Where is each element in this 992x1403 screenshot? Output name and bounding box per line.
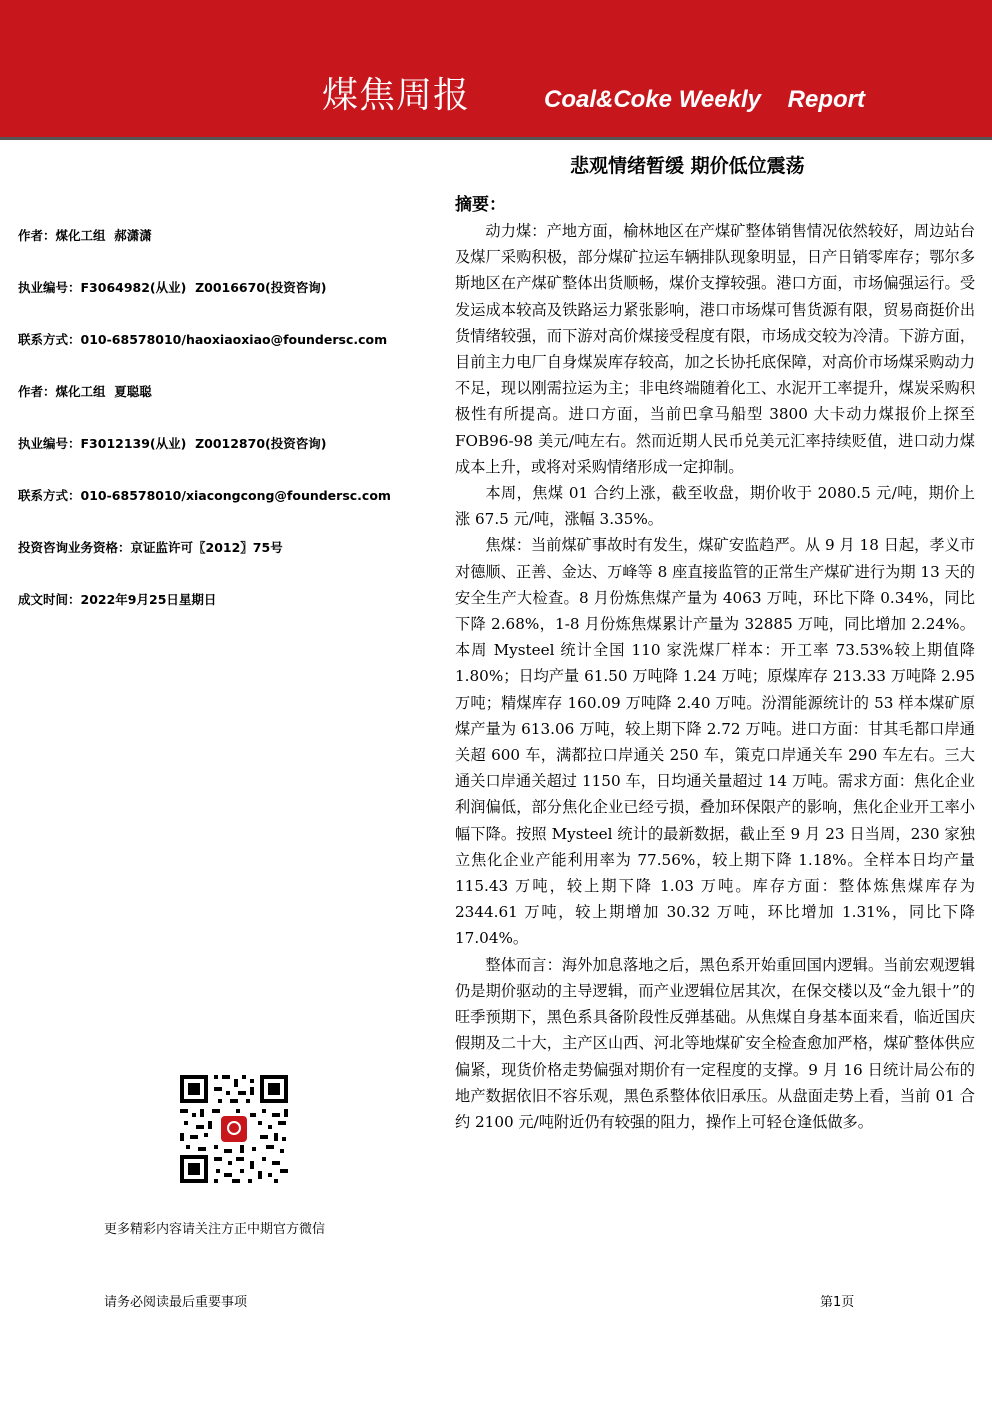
qr-caption: 更多精彩内容请关注方正中期官方微信 [104,1222,326,1237]
meta-label: 成文时间： [18,592,81,607]
meta-label: 作者： [18,384,56,399]
meta-value: 010-68578010/haoxiaoxiao@foundersc.com [80,332,388,347]
paragraph-coking-coal: 焦煤：当前煤矿事故时有发生，煤矿安监趋严。从 9 月 18 日起，孝义市对德顺、正善、金达、万峰等 8 座直接监管的正常生产煤矿进行为期 13 天的安全生产大检查。8 月份炼焦煤产量为 4063 万吨，环比下降 0.34%，同比下降 2.68%，1-8 月份炼焦煤累计产量为 32885 万吨，同比增加 2.24%。本周 Mysteel 统计全国 110 家洗煤厂样本：开工率 73.53%较上期值降 1.80%；日均产量 61.50 万吨降 1.24 万吨；原煤库存 213.33 万吨降 2.95 万吨；精煤库存 160.09 万吨降 2.40 万吨。汾渭能源统计的 53 样本煤矿原煤产量为 613.06 万吨，较上期下降 2.72 万吨。进口方面：甘其毛都口岸通关超 600 车，满都拉口岸通关 250 车，策克口岸通关车 290 车左右。三大通关口岸通关超过 1150 车，日均通关量超过 14 万吨。需求方面：焦化企业利润偏低，部分焦化企业已经亏损，叠加环保限产的影响，焦化企业开工率小幅下降。按照 Mysteel 统计的最新数据，截止至 9 月 23 日当周，230 家独立焦化企业产能利用率为 77.56%，较上期下降 1.18%。全样本日均产量 115.43 万吨，较上期下降 1.03 万吨。库存方面：整体炼焦煤库存为 2344.61 万吨，较上期增加 30.32 万吨，环比增加 1.31%，同比下降 17.04%。 [455,536,975,948]
author-1 [18,226,438,278]
qr-code-icon [178,1073,290,1185]
meta-value: 煤化工组 郝潇潇 [55,228,152,243]
summary-body [455,218,975,1135]
author-2 [18,382,438,434]
license-2 [18,434,438,486]
report-title: 悲观情绪暂缓 期价低位震荡 [570,155,805,177]
footer-notice: 请务必阅读最后重要事项 [104,1295,248,1310]
meta-value: 煤化工组 夏聪聪 [55,384,152,399]
summary-heading: 摘要： [455,195,506,215]
contact-2 [18,486,438,538]
meta-value: F3064982(从业) Z0016670(投资咨询) [80,280,327,295]
author-info [18,226,438,642]
meta-value: 2022年9月25日星期日 [80,592,217,607]
report-series-title-en: Coal&Coke Weekly Report [544,86,865,113]
meta-value: 010-68578010/xiacongcong@foundersc.com [80,488,391,503]
contact-1 [18,330,438,382]
qualification [18,538,438,590]
meta-label: 投资咨询业务资格： [18,540,131,555]
paragraph-overall: 整体而言：海外加息落地之后，黑色系开始重回国内逻辑。当前宏观逻辑仍是期价驱动的主导逻辑，而产业逻辑位居其次，在保交楼以及“金九银十”的旺季预期下，黑色系具备阶段性反弹基础。从焦煤自身基本面来看，临近国庆假期及二十大，主产区山西、河北等地煤矿安全检查愈加严格，煤矿整体供应偏紧，现货价格走势偏强对期价有一定程度的支撑。9 月 16 日统计局公布的地产数据依旧不容乐观，黑色系整体依旧承压。从盘面走势上看，当前 01 合约 2100 元/吨附近仍有较强的阻力，操作上可轻仓逢低做多。 [455,955,975,1131]
license-1 [18,278,438,330]
meta-label: 执业编号： [18,280,81,295]
report-series-title: 煤焦周报 [322,75,471,116]
qr-code-graphic [178,1073,290,1185]
meta-value: F3012139(从业) Z0012870(投资咨询) [80,436,327,451]
meta-label: 联系方式： [18,332,81,347]
publish-date [18,590,438,642]
page-number: 第1页 [820,1295,855,1310]
header-divider [0,137,992,140]
paragraph-futures: 本周，焦煤 01 合约上涨，截至收盘，期价收于 2080.5 元/吨，期价上涨 67.5 元/吨，涨幅 3.35%。 [455,484,975,529]
meta-label: 作者： [18,228,56,243]
meta-label: 联系方式： [18,488,81,503]
header-banner [0,0,992,137]
paragraph-thermal-coal: 动力煤：产地方面，榆林地区在产煤矿整体销售情况依然较好，周边站台及煤厂采购积极，部分煤矿拉运车辆排队现象明显，日产日销零库存；鄂尔多斯地区在产煤矿整体出货顺畅，煤价支撑较强。港口方面，市场偏强运行。受发运成本较高及铁路运力紧张影响，港口市场煤可售货源有限，贸易商挺价出货情绪较强，而下游对高价煤接受程度有限，市场成交较为冷清。下游方面，目前主力电厂自身煤炭库存较高，加之长协托底保障，对高价市场煤采购动力不足，现以刚需拉运为主；非电终端随着化工、水泥开工率提升，煤炭采购积极性有所提高。进口方面，当前巴拿马船型 3800 大卡动力煤报价上探至 FOB96-98 美元/吨左右。然而近期人民币兑美元汇率持续贬值，进口动力煤成本上升，或将对采购情绪形成一定抑制。 [455,222,975,476]
meta-label: 执业编号： [18,436,81,451]
meta-value: 京证监许可〖2012〗75号 [130,540,283,555]
